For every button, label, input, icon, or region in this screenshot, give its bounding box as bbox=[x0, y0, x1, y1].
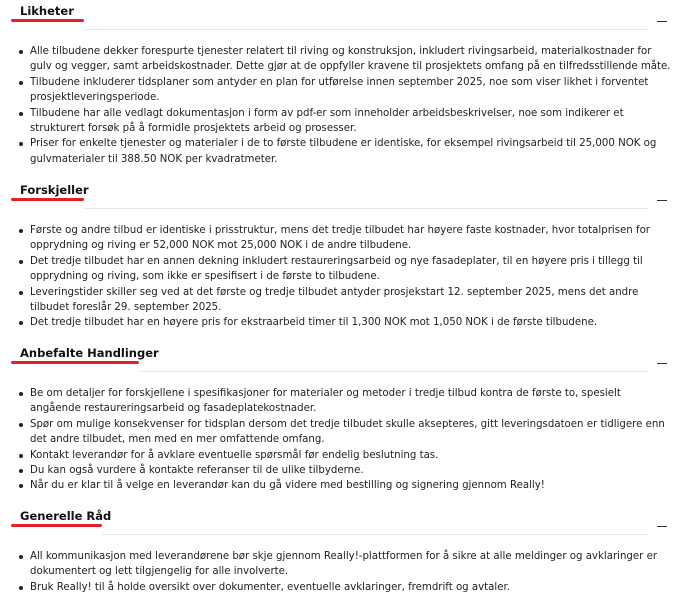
title-underline bbox=[11, 198, 84, 201]
section-header[interactable] bbox=[0, 0, 688, 30]
list-item: Det tredje tilbudet har en annen dekning inkludert restaureringsarbeid og nye fasadeplater, til en høyere pris i tillegg til opprydning og riving, som ikke er spesifisert i de første to tilbudene. bbox=[0, 254, 688, 285]
list-item: Du kan også vurdere å kontakte referanser til de ulike tilbyderne. bbox=[0, 463, 688, 478]
list-item: Kontakt leverandør for å avklare eventuelle spørsmål før endelig beslutning tas. bbox=[0, 448, 688, 463]
minus-icon bbox=[657, 21, 667, 22]
collapse-button[interactable] bbox=[656, 355, 668, 365]
list-item: Spør om mulige konsekvenser for tidsplan dersom det tredje tilbudet skulle aksepteres, gitt leveringsdatoen er tidligere enn det andre tilbudet, men med en mer omfattende omfang. bbox=[0, 417, 688, 448]
section-divider bbox=[84, 208, 648, 209]
title-underline bbox=[11, 524, 102, 527]
list-item: Tilbudene inkluderer tidsplaner som antyder en plan for utførelse innen september 2025, noe som viser likhet i forventet prosjektleveringsperiode. bbox=[0, 75, 688, 106]
minus-icon bbox=[657, 200, 667, 201]
bullet-list bbox=[0, 549, 688, 595]
title-underline bbox=[11, 361, 139, 364]
list-item: Det tredje tilbudet har en høyere pris for ekstraarbeid timer til 1,300 NOK mot 1,050 NOK i de første tilbudene. bbox=[0, 315, 688, 330]
list-item: Første og andre tilbud er identiske i prisstruktur, mens det tredje tilbudet har høyere faste kostnader, hvor totalprisen for opprydning og riving er 52,000 NOK mot 25,000 NOK i de andre tilbudene. bbox=[0, 223, 688, 254]
list-item: Alle tilbudene dekker forespurte tjenester relatert til riving og konstruksjon, inkludert rivingsarbeid, materialkostnader for gulv og vegger, samt arbeidskostnader. Dette gjør at de oppfyller kravene til prosjektets omfang på en tilfredsstillende måte. bbox=[0, 44, 688, 75]
list-item: Når du er klar til å velge en leverandør kan du gå videre med bestilling og signering gjennom Really! bbox=[0, 478, 688, 493]
collapse-button[interactable] bbox=[656, 518, 668, 528]
section-likheter bbox=[0, 0, 688, 165]
list-item: Tilbudene har alle vedlagt dokumentasjon i form av pdf-er som inneholder arbeidsbeskrivelser, noe som indikerer et strukturert forsøk på å formidle prosjektets arbeid og prosesser. bbox=[0, 106, 688, 137]
section-title: Likheter bbox=[20, 4, 74, 18]
section-forskjeller bbox=[0, 179, 688, 329]
bullet-list bbox=[0, 223, 688, 331]
section-title: Anbefalte Handlinger bbox=[20, 346, 159, 360]
minus-icon bbox=[657, 363, 667, 364]
section-title: Forskjeller bbox=[20, 183, 89, 197]
bullet-list bbox=[0, 386, 688, 494]
list-item: Leveringstider skiller seg ved at det første og tredje tilbudet antyder prosjekstart 12. september 2025, mens det andre tilbudet foreslår 29. september 2025. bbox=[0, 285, 688, 316]
list-item: Priser for enkelte tjenester og materialer i de to første tilbudene er identiske, for eksempel rivingsarbeid til 25,000 NOK og gulvmaterialer til 388.50 NOK per kvadratmeter. bbox=[0, 136, 688, 167]
bullet-list bbox=[0, 44, 688, 167]
title-underline bbox=[11, 19, 84, 22]
list-item: Bruk Really! til å holde oversikt over dokumenter, eventuelle avklaringer, fremdrift og avtaler. bbox=[0, 580, 688, 595]
section-generelle-rad bbox=[0, 505, 688, 593]
minus-icon bbox=[657, 526, 667, 527]
collapse-button[interactable] bbox=[656, 192, 668, 202]
section-header[interactable] bbox=[0, 505, 688, 535]
list-item: All kommunikasjon med leverandørene bør skje gjennom Really!-plattformen for å sikre at alle meldinger og avklaringer er dokumentert og lett tilgjengelig for alle involverte. bbox=[0, 549, 688, 580]
collapse-button[interactable] bbox=[656, 13, 668, 23]
section-divider bbox=[139, 371, 648, 372]
section-divider bbox=[84, 29, 648, 30]
section-divider bbox=[102, 534, 648, 535]
section-header[interactable] bbox=[0, 342, 688, 372]
section-header[interactable] bbox=[0, 179, 688, 209]
list-item: Be om detaljer for forskjellene i spesifikasjoner for materialer og metoder i tredje tilbud kontra de første to, spesielt angående restaureringsarbeid og fasadeplatekostnader. bbox=[0, 386, 688, 417]
section-anbefalte-handlinger bbox=[0, 342, 688, 492]
section-title: Generelle Råd bbox=[20, 509, 112, 523]
